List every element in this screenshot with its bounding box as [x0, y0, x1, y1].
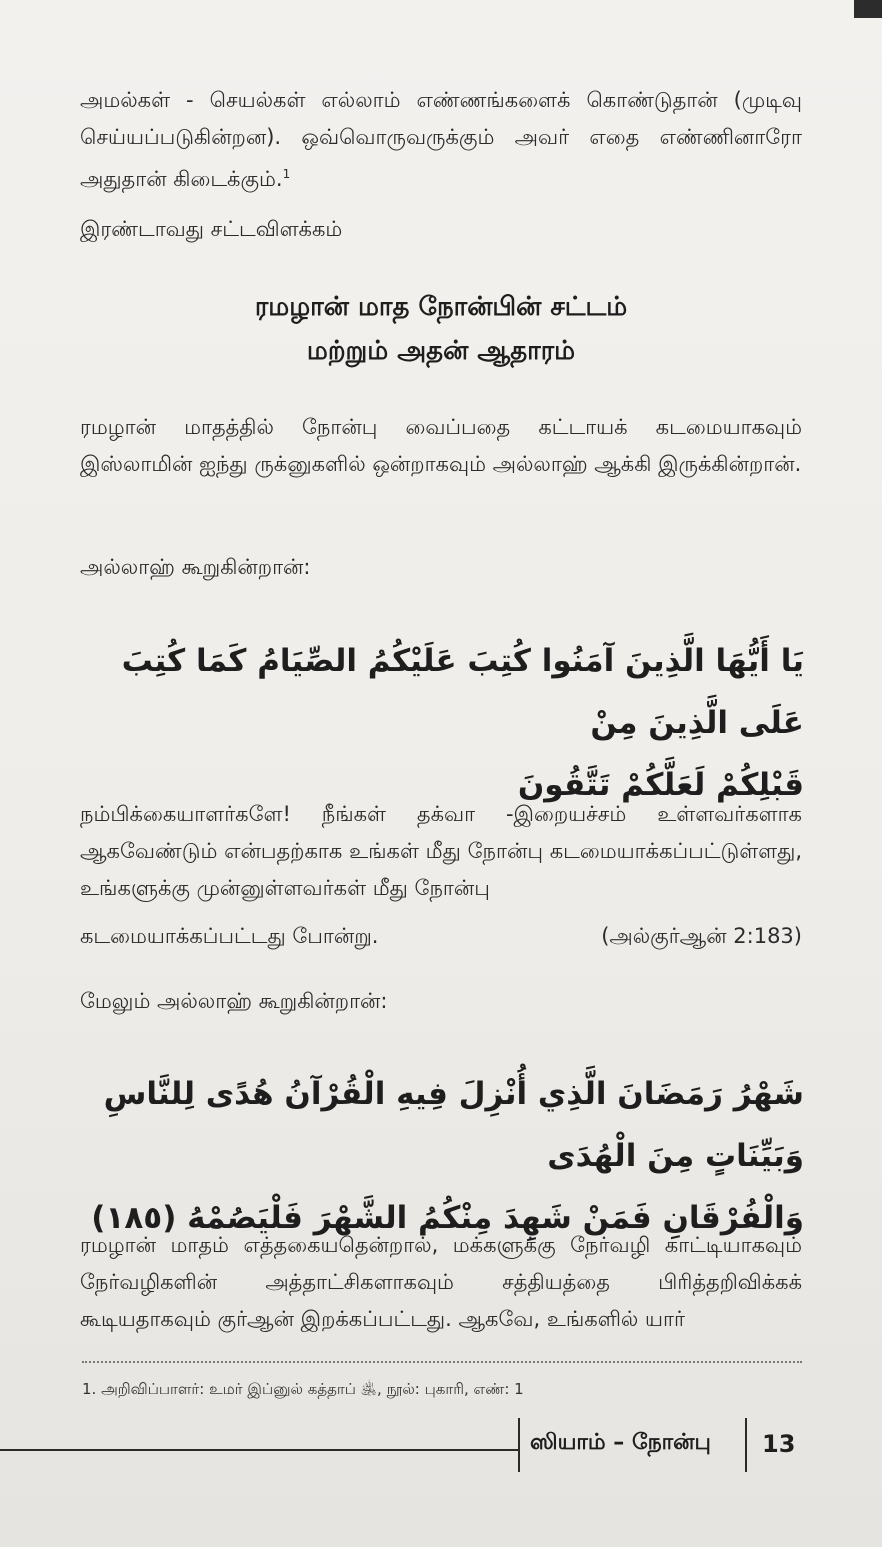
footer-divider-left	[518, 1418, 520, 1472]
translation-1-last: கடமையாக்கப்பட்டது போன்று.	[80, 924, 379, 948]
translation-1-last-line	[80, 918, 802, 955]
paragraph-1	[80, 82, 802, 198]
translation-2: ரமழான் மாதம் எத்தகையதென்றால், மக்களுக்கு நேர்வழி காட்டியாகவும் நேர்வழிகளின் அத்தாட்சிகளாகவும் சத்தியத்தை பிரித்தறிவிக்கக் கூடியதாகவும் குர்ஆன் இறக்கப்பட்டது. ஆகவே, உங்களில் யார்	[80, 1233, 802, 1331]
footer-rule	[0, 1449, 520, 1451]
footnote-separator	[82, 1361, 802, 1363]
arabic-verse-1-line-2: قَبْلِكُمْ لَعَلَّكُمْ تَتَّقُونَ	[517, 767, 804, 803]
intro-1: அல்லாஹ் கூறுகின்றான்:	[80, 555, 311, 579]
page-corner-shadow	[854, 0, 882, 18]
arabic-verse-2-line-2: وَالْفُرْقَانِ فَمَنْ شَهِدَ مِنْكُمُ الشَّهْرَ فَلْيَصُمْهُ (١٨٥)	[91, 1200, 804, 1236]
translation-1-text: நம்பிக்கையாளர்களே! நீங்கள் தக்வா -இறையச்சம் உள்ளவர்களாக ஆகவேண்டும் என்பதற்காக உங்கள் மீது நோன்பு கடமையாக்கப்பட்டுள்ளது, உங்களுக்கு முன்னுள்ளவர்கள் மீது நோன்பு	[80, 802, 802, 900]
footnote: 1. அறிவிப்பாளர்: உமர் இப்னுல் கத்தாப் ﵁, நூல்: புகாரி, எண்: 1	[82, 1380, 524, 1398]
paragraph-1-text: அமல்கள் - செயல்கள் எல்லாம் எண்ணங்களைக் கொண்டுதான் (முடிவு செய்யப்படுகின்றன). ஒவ்வொருவருக்கும் அவர் எதை எண்ணினாரோ அதுதான் கிடைக்கும்.	[80, 88, 802, 191]
intro-2: மேலும் அல்லாஹ் கூறுகின்றான்:	[80, 989, 388, 1013]
chapter-heading-line-2: மற்றும் அதன் ஆதாரம்	[306, 336, 576, 366]
arabic-verse-1	[80, 630, 804, 816]
chapter-heading-line-1: ரமழான் மாத நோன்பின் சட்டம்	[254, 292, 628, 322]
footer-book-title: ஸியாம் – நோன்பு	[530, 1430, 711, 1455]
footer-divider-right	[745, 1418, 747, 1472]
arabic-verse-2	[80, 1063, 804, 1249]
footnote-marker: 1	[282, 167, 291, 181]
arabic-verse-1-line-1: يَا أَيُّهَا الَّذِينَ آمَنُوا كُتِبَ عَلَيْكُمُ الصِّيَامُ كَمَا كُتِبَ عَلَى الَّذِينَ مِنْ	[121, 643, 804, 741]
arabic-verse-2-line-1: شَهْرُ رَمَضَانَ الَّذِي أُنْزِلَ فِيهِ الْقُرْآنُ هُدًى لِلنَّاسِ وَبَيِّنَاتٍ مِنَ الْهُدَى	[103, 1076, 804, 1174]
translation-1	[80, 796, 802, 907]
page-number: 13	[762, 1430, 796, 1458]
quran-reference: (அல்குர்ஆன் 2:183)	[601, 924, 802, 948]
paragraph-2: ரமழான் மாதத்தில் நோன்பு வைப்பதை கட்டாயக் கடமையாகவும் இஸ்லாமின் ஐந்து ருக்னுகளில் ஒன்றாகவும் அல்லாஹ் ஆக்கி இருக்கின்றான்.	[80, 415, 802, 476]
section-label: இரண்டாவது சட்டவிளக்கம்	[80, 217, 343, 241]
